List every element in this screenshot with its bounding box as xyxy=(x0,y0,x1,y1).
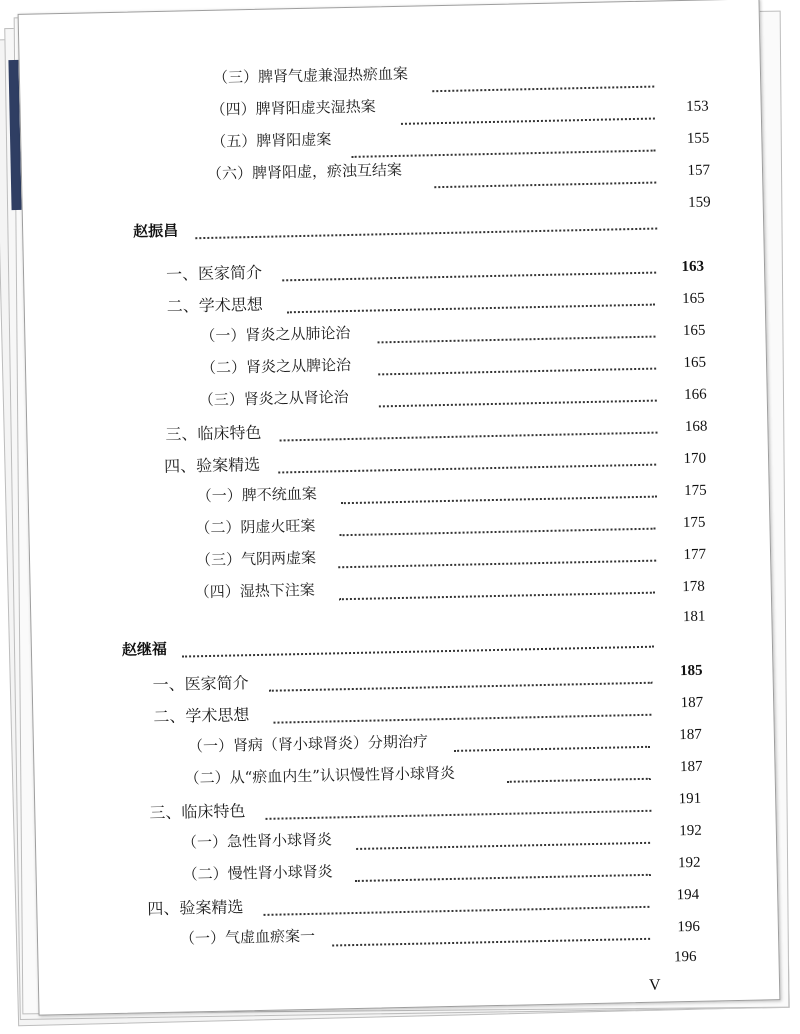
toc-entry-text: （一）肾病（肾小球肾炎）分期治疗 xyxy=(187,732,429,756)
toc-entry-text: 二、学术思想 xyxy=(153,705,250,727)
toc-entry-text: （四）脾肾阳虚夹湿热案 xyxy=(210,97,376,119)
toc-entry-text: （三）肾炎之从肾论治 xyxy=(198,388,349,410)
leader-dots xyxy=(356,842,650,850)
toc-entry-text: 四、验案精选 xyxy=(163,454,261,476)
toc-page-number: 187 xyxy=(680,694,704,712)
leader-dots xyxy=(401,118,655,125)
toc-entry-text: （二）阴虚火旺案 xyxy=(195,516,316,538)
leader-dots xyxy=(434,182,656,189)
toc-page-number: 187 xyxy=(679,758,703,776)
leader-dots xyxy=(454,746,650,752)
toc-entry-text: （三）脾肾气虚兼湿热瘀血案 xyxy=(212,64,409,87)
leader-dots xyxy=(263,906,649,916)
toc-page-number: 178 xyxy=(682,578,705,596)
toc-entry-text: 三、临床特色 xyxy=(165,422,262,444)
leader-dots xyxy=(195,228,657,240)
toc-page-number: 196 xyxy=(677,918,701,936)
toc-page-number: 163 xyxy=(681,258,705,276)
leader-dots xyxy=(378,336,656,344)
toc-page-number: 194 xyxy=(676,886,700,904)
leader-dots xyxy=(332,938,650,947)
leader-dots xyxy=(280,432,658,442)
author-heading: 赵振昌 xyxy=(132,221,179,241)
toc-entry-text: （一）肾炎之从肺论治 xyxy=(200,323,351,346)
toc-page-number: 157 xyxy=(687,162,711,179)
leader-dots xyxy=(341,496,657,505)
leader-dots xyxy=(507,778,651,783)
toc-page-number: 187 xyxy=(679,726,703,744)
toc-page-number: 196 xyxy=(673,948,697,966)
toc-page xyxy=(18,0,781,1016)
toc-entry-text: （一）气虚血瘀案一 xyxy=(179,926,316,948)
toc-page-number: 159 xyxy=(688,194,711,211)
toc-page-number: 192 xyxy=(679,822,703,840)
toc-entry-text: （五）脾肾阳虚案 xyxy=(211,130,332,151)
toc-page-number: 155 xyxy=(686,130,710,147)
leader-dots xyxy=(269,682,653,692)
toc-entry-text: （六）脾肾阳虚，瘀浊互结案 xyxy=(206,160,403,183)
leader-dots xyxy=(352,150,656,158)
toc-page-number: 185 xyxy=(679,662,703,680)
toc-entry-text: （一）脾不统血案 xyxy=(196,484,317,506)
toc-entry-text: 一、医家简介 xyxy=(165,262,263,284)
toc-entry-text: （一）急性肾小球肾炎 xyxy=(181,830,333,852)
toc-entry-text: 四、验案精选 xyxy=(147,897,244,919)
toc-page-number: 166 xyxy=(684,386,707,404)
leader-dots xyxy=(339,592,655,601)
leader-dots xyxy=(287,304,655,314)
toc-page-number: 165 xyxy=(682,290,705,308)
toc-page-number: 191 xyxy=(678,790,702,808)
toc-entry-text: （二）慢性肾小球肾炎 xyxy=(182,862,333,884)
toc-page-number: 153 xyxy=(686,98,709,115)
toc-page-number: 175 xyxy=(682,514,706,532)
toc-page-number: 175 xyxy=(684,482,707,500)
leader-dots xyxy=(273,714,651,724)
leader-dots xyxy=(265,810,651,820)
toc-entry-text: （三）气阴两虚案 xyxy=(195,548,317,570)
leader-dots xyxy=(282,272,656,282)
toc-page-number: 177 xyxy=(683,546,707,564)
leader-dots xyxy=(355,874,651,882)
leader-dots xyxy=(340,528,656,537)
toc-entry-text: （四）湿热下注案 xyxy=(194,580,315,602)
toc-page-number: 168 xyxy=(684,418,708,435)
toc-entry-text: （二）肾炎之从脾论治 xyxy=(200,355,352,378)
leader-dots xyxy=(338,560,656,569)
toc-entry-text: （二）从“瘀血内生”认识慢性肾小球肾炎 xyxy=(184,763,456,788)
toc-page-number: 165 xyxy=(683,354,707,372)
leader-dots xyxy=(278,464,656,474)
page-folio: V xyxy=(648,976,661,994)
leader-dots xyxy=(379,400,657,408)
leader-dots xyxy=(432,86,654,93)
toc-entry-text: 二、学术思想 xyxy=(166,294,263,316)
leader-dots xyxy=(182,646,654,658)
toc-page-number: 165 xyxy=(682,322,706,340)
leader-dots xyxy=(378,368,656,376)
toc-page-number: 192 xyxy=(677,854,701,872)
author-heading: 赵继福 xyxy=(121,639,168,659)
toc-entry-text: 一、医家简介 xyxy=(152,673,249,695)
toc-page-number: 181 xyxy=(682,608,706,626)
toc-page-number: 170 xyxy=(683,450,707,468)
toc-entry-text: 三、临床特色 xyxy=(149,801,246,823)
